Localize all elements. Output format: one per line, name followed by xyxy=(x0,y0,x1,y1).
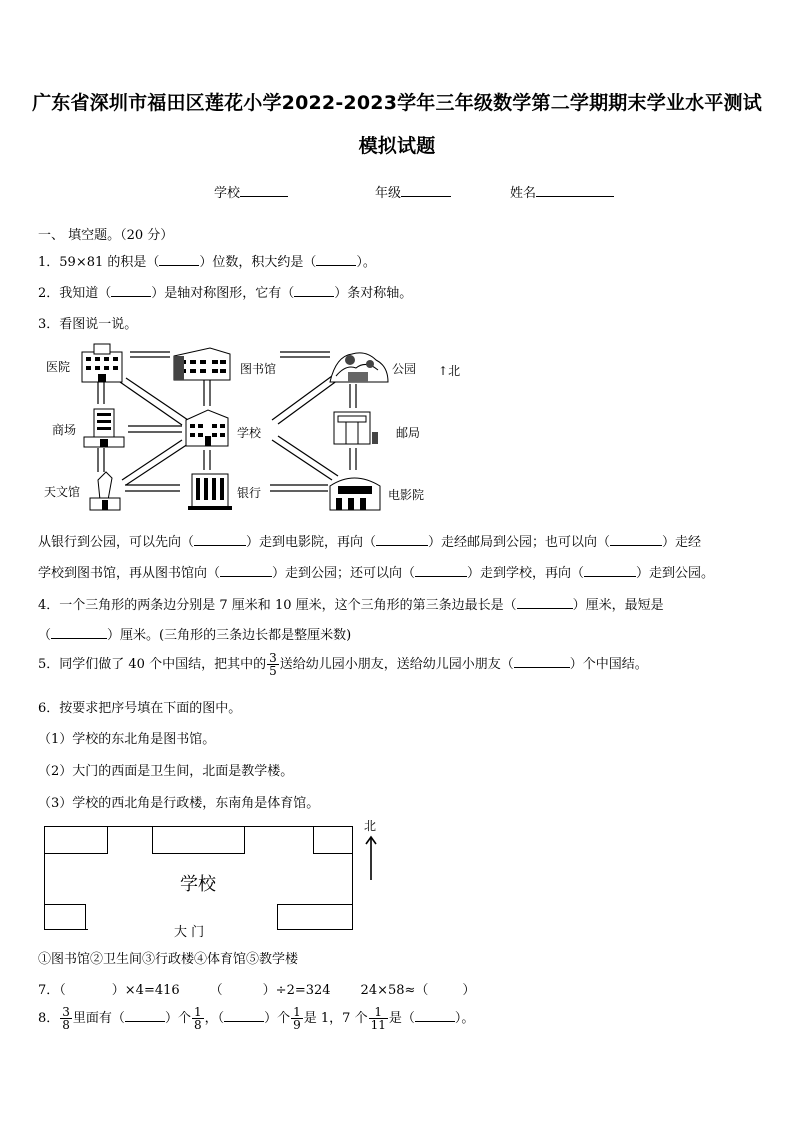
map-north-indicator: ↑北 xyxy=(438,364,461,378)
label-hospital: 医院 xyxy=(46,360,71,374)
fraction-3-8 xyxy=(60,1006,72,1031)
q3-blank-4 xyxy=(220,576,272,577)
bank-building-icon xyxy=(186,470,234,512)
q4-text-b: ）厘米，最短是 xyxy=(572,598,664,613)
library-building-icon xyxy=(170,344,234,384)
q4-blank-2 xyxy=(51,638,107,639)
q1-text-a: 1．59×81 的积是（ xyxy=(38,255,160,270)
q3-blank-2 xyxy=(376,545,428,546)
q3-blank-5 xyxy=(415,576,467,577)
question-7 xyxy=(38,979,475,998)
q8-text-f: 是（ xyxy=(388,1011,415,1026)
q1-blank-1 xyxy=(159,265,199,266)
q3-text-f: ）走到公园；还可以向（ xyxy=(272,566,416,581)
q1-text-c: ）。 xyxy=(356,255,376,270)
post-office-icon xyxy=(330,408,382,448)
cinema-building-icon xyxy=(326,470,384,514)
fraction-denominator: 5 xyxy=(269,664,277,678)
label-map-north: 北 xyxy=(448,364,461,378)
school-field xyxy=(214,182,288,201)
name-label: 姓名 xyxy=(510,186,537,201)
fraction-numerator: 1 xyxy=(369,1006,388,1019)
q8-blank-3 xyxy=(415,1021,455,1022)
question-3-text-line1 xyxy=(38,531,701,550)
q8-text-a: 里面有（ xyxy=(72,1011,125,1026)
question-8 xyxy=(38,1006,474,1031)
q8-blank-1 xyxy=(125,1021,165,1022)
q3-blank-3 xyxy=(610,545,662,546)
fraction-numerator: 1 xyxy=(193,1005,202,1019)
q3-text-h: ）走到公园。 xyxy=(636,566,715,581)
page-title: 广东省深圳市福田区莲花小学2022-2023学年三年级数学第二学期期末学业水平测试 xyxy=(32,92,762,114)
q5-text-b: 送给幼儿园小朋友，送给幼儿园小朋友（ xyxy=(279,657,514,672)
north-arrow-icon xyxy=(364,834,378,882)
q8-text-g: ）。 xyxy=(454,1011,475,1026)
q4-text-c: （ xyxy=(38,628,52,643)
label-park: 公园 xyxy=(392,362,417,376)
plan-box-northwest xyxy=(44,826,108,854)
q7-text-b: ）×4=416 xyxy=(111,983,180,998)
label-observatory: 天文馆 xyxy=(44,485,81,499)
q8-text-b: ）个 xyxy=(164,1011,191,1026)
q8-prefix: 8． xyxy=(38,1011,60,1026)
plan-box-north xyxy=(152,826,245,854)
question-2 xyxy=(38,282,412,301)
question-6: 6．按要求把序号填在下面的图中。 xyxy=(38,701,242,716)
q2-blank-1 xyxy=(111,296,151,297)
question-5 xyxy=(38,652,648,677)
plan-box-southwest xyxy=(44,904,86,930)
plan-box-northeast xyxy=(313,826,353,854)
mall-building-icon xyxy=(82,405,126,449)
plan-north-label: 北 xyxy=(364,819,377,833)
q7-text-a: 7．（ xyxy=(38,983,66,998)
q3-text-a: 从银行到公园，可以先向（ xyxy=(38,535,195,550)
grade-field xyxy=(375,182,451,201)
park-icon xyxy=(326,346,392,388)
q2-text-a: 2．我知道（ xyxy=(38,286,112,301)
q5-text-a: 5．同学们做了 40 个中国结，把其中的 xyxy=(38,657,267,672)
q8-text-c: ，（ xyxy=(204,1011,225,1026)
q8-blank-2 xyxy=(224,1021,264,1022)
q7-text-e: 24×58≈（ xyxy=(360,983,429,998)
label-bank: 银行 xyxy=(237,486,262,500)
question-3: 3．看图说一说。 xyxy=(38,317,138,332)
fraction-3-5 xyxy=(267,652,279,677)
label-school: 学校 xyxy=(237,426,262,440)
q8-text-d: ）个 xyxy=(264,1011,291,1026)
school-label: 学校 xyxy=(214,186,241,201)
q4-text-d: ）厘米。(三角形的三条边长都是整厘米数) xyxy=(107,628,352,643)
q7-text-d: ）÷2=324 xyxy=(262,983,331,998)
grade-label: 年级 xyxy=(375,186,402,201)
q8-text-e: 是 1，7 个 xyxy=(303,1011,368,1026)
q3-text-c: ）走经邮局到公园；也可以向（ xyxy=(428,535,611,550)
q7-text-f: ） xyxy=(462,983,476,998)
label-mall: 商场 xyxy=(52,423,77,437)
question-4-line1 xyxy=(38,594,664,613)
fraction-numerator: 3 xyxy=(269,651,277,665)
q7-text-c: （ xyxy=(209,983,223,998)
school-building-icon xyxy=(182,406,232,448)
q2-text-b: ）是轴对称图形，它有（ xyxy=(151,286,295,301)
q3-text-e: 学校到图书馆，再从图书馆向（ xyxy=(38,566,221,581)
fraction-denominator: 8 xyxy=(193,1018,202,1032)
q5-text-c: ）个中国结。 xyxy=(569,657,648,672)
fraction-denominator: 8 xyxy=(62,1018,70,1032)
fraction-denominator: 11 xyxy=(370,1018,386,1032)
hospital-building-icon xyxy=(78,342,126,384)
q5-blank xyxy=(514,667,570,668)
label-post: 邮局 xyxy=(396,426,421,440)
question-6-item-2: （2）大门的西面是卫生间，北面是教学楼。 xyxy=(38,764,294,779)
fraction-1-11 xyxy=(369,1006,388,1031)
fraction-1-8 xyxy=(192,1006,204,1031)
q3-blank-6 xyxy=(584,576,636,577)
q1-text-b: ）位数，积大约是（ xyxy=(199,255,317,270)
fraction-1-9 xyxy=(291,1006,303,1031)
question-6-legend: ①图书馆②卫生间③行政楼④体育馆⑤教学楼 xyxy=(38,952,299,967)
label-cinema: 电影院 xyxy=(388,488,425,502)
question-6-item-3: （3）学校的西北角是行政楼，东南角是体育馆。 xyxy=(38,796,320,811)
q1-blank-2 xyxy=(316,265,356,266)
name-field xyxy=(510,182,614,201)
fraction-numerator: 1 xyxy=(293,1005,301,1019)
q3-blank-1 xyxy=(194,545,246,546)
plan-gate-label: 大 门 xyxy=(170,921,208,940)
q3-text-d: ）走经 xyxy=(662,535,702,550)
label-library: 图书馆 xyxy=(240,362,277,376)
plan-school-label: 学校 xyxy=(180,874,216,895)
plan-box-southeast xyxy=(277,904,353,930)
question-6-item-1: （1）学校的东北角是图书馆。 xyxy=(38,732,216,747)
observatory-icon xyxy=(88,470,122,512)
section-heading: 一、 填空题。（20 分） xyxy=(38,228,174,243)
question-4-line2 xyxy=(38,624,351,643)
q3-text-b: ）走到电影院，再向（ xyxy=(246,535,377,550)
question-3-text-line2 xyxy=(38,562,714,581)
q2-blank-2 xyxy=(294,296,334,297)
fraction-denominator: 9 xyxy=(293,1018,301,1032)
q4-text-a: 4．一个三角形的两条边分别是 7 厘米和 10 厘米，这个三角形的第三条边最长是（ xyxy=(38,598,517,613)
q4-blank-1 xyxy=(517,608,573,609)
page-title-line2: 模拟试题 xyxy=(358,135,436,157)
question-1 xyxy=(38,251,376,270)
fraction-numerator: 3 xyxy=(62,1005,70,1019)
q2-text-c: ）条对称轴。 xyxy=(334,286,413,301)
q3-text-g: ）走到学校，再向（ xyxy=(467,566,585,581)
